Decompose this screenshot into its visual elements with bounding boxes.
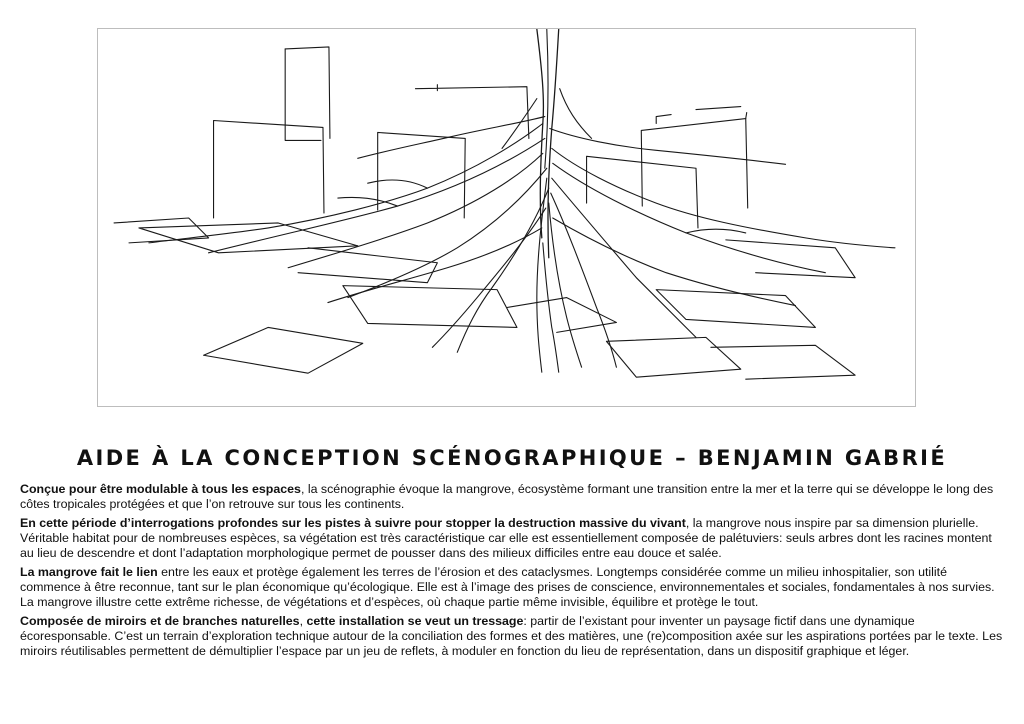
page-title: AIDE À LA CONCEPTION SCÉNOGRAPHIQUE – BENJAMIN GABRIÉ bbox=[76, 446, 948, 470]
paragraph-3 bbox=[20, 565, 1008, 610]
paragraph-4-text: : partir de l’existant pour inventer un paysage fictif dans une dynamique écoresponsable. C’est un terrain d’exploration technique autour de la conciliation des formes et des matières, une (re)composition axée sur les aspirations portées par le texte. Les miroirs réutilisables permettent de démultiplier l’espace par un jeu de reflets, à moduler en fonction du lieu de représentation, dans un dispositif graphique et léger. bbox=[20, 614, 1003, 658]
paragraph-3-text: entre les eaux et protège également les terres de l’érosion et des cataclysmes. Longtemps considérée comme un milieu inhospitalier, son utilité commence à être reconnue, tant sur le plan économique qu’écologique. Elle est à l’image des prises de conscience, environnementales et sociales, fondamentales à nos survies. La mangrove illustre cette extrême richesse, de végétations et d’espèces, où chaque partie même invisible, équilibre et protège le tout. bbox=[20, 565, 995, 609]
paragraph-4-lead-2: cette installation se veut un tressage bbox=[306, 614, 524, 628]
paragraph-1-text: , la scénographie évoque la mangrove, écosystème formant une transition entre la mer et la terre qui se développe le long des côtes tropicales protégées et que l’on retrouve sur tous les continents. bbox=[20, 482, 994, 511]
paragraph-3-lead: La mangrove fait le lien bbox=[20, 565, 158, 579]
paragraph-2-text: , la mangrove nous inspire par sa dimension plurielle. Véritable habitat pour de nombreuses espèces, sa végétation est très caractéristique car elle est essentiellement composée de palétuviers: seuls arbres dont les racines montent au lieu de descendre et dont l’adaptation morphologique permet de pousser dans des milieux difficiles entre eau douce et salée. bbox=[20, 516, 992, 560]
description-text bbox=[20, 482, 1008, 663]
paragraph-2-lead: En cette période d’interrogations profondes sur les pistes à suivre pour stopper la destruction massive du vivant bbox=[20, 516, 686, 530]
mangrove-sketch-illustration bbox=[97, 28, 916, 407]
paragraph-2 bbox=[20, 516, 1008, 561]
paragraph-4: Composée de miroirs et de branches naturelles, cette installation se veut un tressage: partir de l’existant pour inventer un paysage fictif dans une dynamique écoresponsable. C’est un terrain d’exploration technique autour de la conciliation des formes et des matières, une (re)composition axée sur les aspirations portées par le texte. Les miroirs réutilisables permettent de démultiplier l’espace par un jeu de reflets, à moduler en fonction du lieu de représentation, dans un dispositif graphique et léger. bbox=[20, 614, 1003, 658]
paragraph-1 bbox=[20, 482, 1008, 512]
paragraph-1-lead: Conçue pour être modulable à tous les espaces bbox=[20, 482, 301, 496]
paragraph-4-lead: Composée de miroirs et de branches naturelles bbox=[20, 614, 300, 628]
sketch-drawing bbox=[98, 29, 915, 406]
